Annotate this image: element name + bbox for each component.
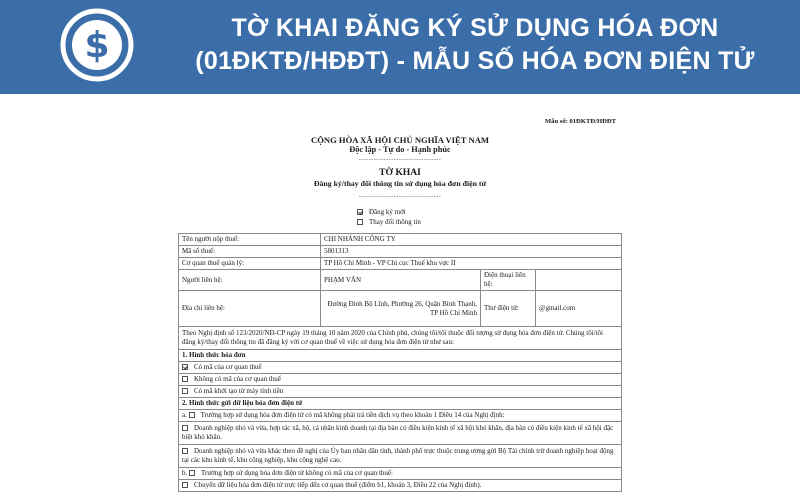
table-row xyxy=(179,374,622,386)
checkbox-empty-icon[interactable] xyxy=(182,425,188,431)
header-banner xyxy=(0,0,800,94)
option-label: Chuyển dữ liệu hóa đơn điện tử trực tiếp đến cơ quan thuế (điểm b1, khoản 3, Điều 22 của Nghị định). xyxy=(194,481,482,489)
option-row[interactable] xyxy=(179,374,622,386)
contact-label: Người liên hệ: xyxy=(179,270,321,291)
banner-title-line2: (01ĐKTĐ/HĐĐT) - MẪU SỐ HÓA ĐƠN ĐIỆN TỬ xyxy=(195,47,755,75)
table-row xyxy=(179,362,622,374)
banner-title xyxy=(160,12,790,78)
checkbox-checked-icon[interactable] xyxy=(357,209,363,215)
address-label: Địa chỉ liên hệ: xyxy=(179,291,321,327)
tax-code-value: 5801313 xyxy=(321,246,622,258)
checkbox-change-info[interactable] xyxy=(357,218,421,226)
option-label: Có mã của cơ quan thuế xyxy=(194,363,262,371)
email-value: @gmail.com xyxy=(536,291,622,327)
taxpayer-value: CHI NHÁNH CÔNG TY xyxy=(321,234,622,246)
item-prefix: b. xyxy=(182,469,188,477)
address-value: Đường Đinh Bộ Lĩnh, Phường 26, Quận Bình Thạnh, TP Hồ Chí Minh xyxy=(321,291,481,327)
svg-text:$: $ xyxy=(84,25,110,66)
checkbox-empty-icon[interactable] xyxy=(182,448,188,454)
checkbox-empty-icon[interactable] xyxy=(182,376,188,382)
option-label: Doanh nghiệp nhỏ và vừa, hợp tác xã, hộ, cá nhân kinh doanh tại địa bàn có điều kiện kinh tế xã hội khó khăn, địa bàn có điều kiện kinh tế xã hội đặc biệt khó khăn. xyxy=(182,424,614,441)
checkbox-empty-icon[interactable] xyxy=(182,388,188,394)
table-row xyxy=(179,234,622,246)
phone-value xyxy=(536,270,622,291)
option-row[interactable] xyxy=(179,386,622,398)
option-label: Không có mã của cơ quan thuế xyxy=(194,375,281,383)
option-label: Doanh nghiệp nhỏ và vừa khác theo đề nghị của Ủy ban nhân dân tỉnh, thành phố trực thuộc trung ương gửi Bộ Tài chính trừ doanh nghiệp hoạt động tại các khu kinh tế, khu công nghiệp, khu công nghệ cao. xyxy=(182,447,614,464)
separator: --------------------------------- xyxy=(358,194,442,200)
form-number: Mẫu số: 01ĐKTĐ/HĐĐT xyxy=(544,118,616,125)
table-row xyxy=(179,410,622,422)
table-row xyxy=(179,291,622,327)
table-row xyxy=(179,327,622,350)
checkbox-empty-icon[interactable] xyxy=(189,412,195,418)
contact-value: PHẠM VĂN xyxy=(321,270,481,291)
option-row[interactable] xyxy=(179,445,622,468)
checkbox-empty-icon[interactable] xyxy=(357,219,363,225)
table-row xyxy=(179,398,622,410)
phone-label: Điện thoại liên hệ: xyxy=(481,270,536,291)
table-row xyxy=(179,445,622,468)
table-row xyxy=(179,422,622,445)
table-row xyxy=(179,270,622,291)
checkbox-label: Thay đổi thông tin xyxy=(369,218,421,226)
document-page xyxy=(0,94,800,500)
option-label: Có mã khởi tạo từ máy tính tiền xyxy=(194,387,284,395)
checkbox-new-registration[interactable] xyxy=(357,208,406,216)
option-label: Trường hợp sử dụng hóa đơn điện tử không có mã của cơ quan thuế: xyxy=(201,469,393,477)
banner-title-line1: TỜ KHAI ĐĂNG KÝ SỬ DỤNG HÓA ĐƠN xyxy=(231,14,719,42)
section2-title: 2. Hình thức gửi dữ liệu hóa đơn điện tử xyxy=(179,398,622,410)
document-subtitle: Đăng ký/thay đổi thông tin sử dụng hóa đơn điện tử xyxy=(313,179,487,188)
table-row xyxy=(179,350,622,362)
tax-office-label: Cơ quan thuế quản lý: xyxy=(179,258,321,270)
table-row xyxy=(179,258,622,270)
option-row[interactable] xyxy=(179,480,622,492)
email-label: Thư điện tử: xyxy=(481,291,536,327)
document-title: TỜ KHAI xyxy=(379,167,421,178)
option-row[interactable] xyxy=(179,422,622,445)
table-row xyxy=(179,468,622,480)
option-label: Trường hợp sử dụng hóa đơn điện tử có mã không phải trả tiền dịch vụ theo khoản 1 Điều 14 của Nghị định: xyxy=(200,411,505,419)
registration-table xyxy=(178,233,622,492)
tax-office-value: TP Hồ Chí Minh - VP Chi cục Thuế khu vực II xyxy=(321,258,622,270)
tax-code-label: Mã số thuế: xyxy=(179,246,321,258)
table-row xyxy=(179,246,622,258)
option-row[interactable] xyxy=(179,362,622,374)
checkbox-empty-icon[interactable] xyxy=(189,470,195,476)
checkbox-label: Đăng ký mới xyxy=(369,208,406,216)
option-row[interactable] xyxy=(179,468,622,480)
motto: Độc lập - Tự do - Hạnh phúc xyxy=(349,145,451,154)
republic-heading: CỘNG HÒA XÃ HỘI CHỦ NGHĨA VIỆT NAM xyxy=(310,135,490,145)
table-row xyxy=(179,480,622,492)
checkbox-checked-icon[interactable] xyxy=(182,364,188,370)
checkbox-empty-icon[interactable] xyxy=(182,482,188,488)
option-row[interactable] xyxy=(179,410,622,422)
table-row xyxy=(179,386,622,398)
separator: --------------------------------- xyxy=(358,157,442,163)
dollar-coin-icon xyxy=(60,8,134,82)
section1-title: 1. Hình thức hóa đơn xyxy=(179,350,622,362)
intro-paragraph: Theo Nghị định số 123/2020/NĐ-CP ngày 19 tháng 10 năm 2020 của Chính phủ, chúng tôi/tôi thuộc đối tượng sử dụng hóa đơn điện tử. Chúng tôi/tôi đăng ký/thay đổi thông tin đã đăng ký với cơ quan thuế về việc sử dụng hóa đơn điện tử như sau: xyxy=(179,327,622,350)
taxpayer-label: Tên người nộp thuế: xyxy=(179,234,321,246)
item-prefix: a. xyxy=(182,411,187,419)
